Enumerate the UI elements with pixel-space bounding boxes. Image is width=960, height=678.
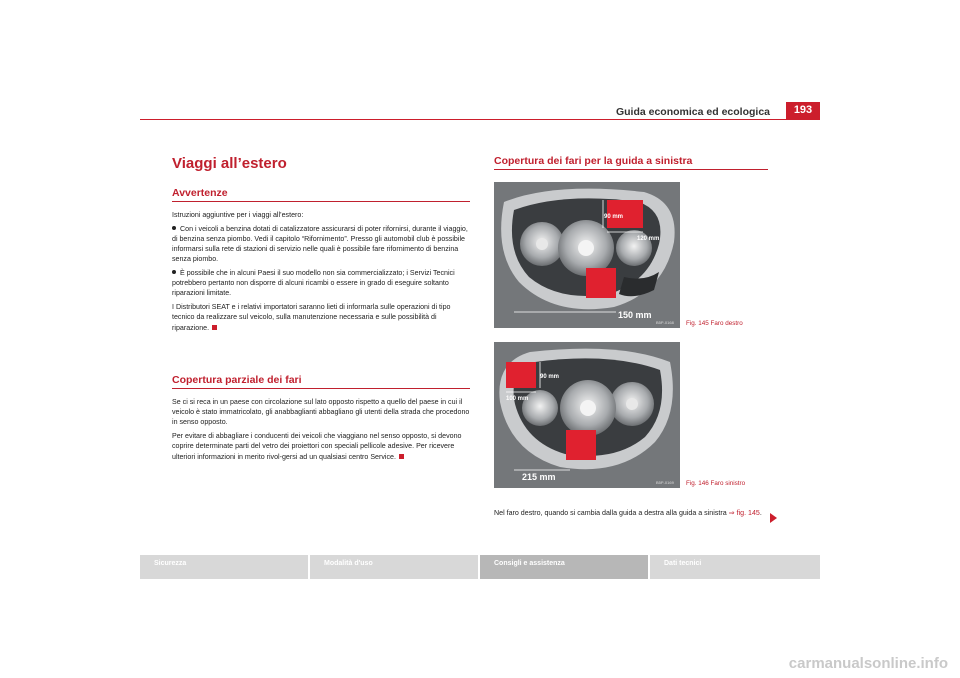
figure-code: B5P-0168 (656, 320, 674, 325)
section-rule (172, 388, 470, 389)
watermark: carmanualsonline.info (788, 655, 948, 672)
section-copertura-body (172, 397, 472, 465)
paragraph: I Distributori SEAT e i relativi importatori saranno lieti di informarla sulle operazioni di tipo tecnico da realizzare sul veicolo, sulla manutenzione necessaria e sulle possibilità di riparazione. (172, 303, 451, 332)
figure-left-headlight (494, 342, 680, 488)
end-of-section-icon (399, 454, 404, 459)
intro-text: Istruzioni aggiuntive per i viaggi all’estero: (172, 211, 304, 219)
section-heading-guida-sinistra: Copertura dei fari per la guida a sinistra (494, 155, 693, 167)
mask-patch (586, 268, 616, 298)
header-rule (140, 119, 820, 120)
figure-right-headlight (494, 182, 680, 328)
dimension-label: 100 mm (506, 396, 529, 402)
paragraph: Se ci si reca in un paese con circolazione sul lato opposto rispetto a quello del paese in cui il veicolo è stato immatricolato, gli anabbaglianti abbagliano gli utenti della strada che procedono in senso opposto. (172, 398, 470, 427)
bullet-icon (172, 226, 176, 230)
end-of-section-icon (212, 325, 217, 330)
dimension-label: 120 mm (637, 236, 660, 242)
figure-reference-link[interactable]: ⇒ fig. 145 (728, 509, 760, 517)
figure-code: B5P-0169 (656, 480, 674, 485)
running-header-title: Guida economica ed ecologica (615, 106, 770, 118)
dimension-label: 215 mm (522, 472, 556, 482)
figure-caption: Fig. 145 Faro destro (686, 320, 743, 327)
page-title: Viaggi all’estero (172, 155, 287, 172)
paragraph: Per evitare di abbagliare i conducenti dei veicoli che viaggiano nel senso opposto, si devono coprire determinate parti del vetro dei proiettori con speciali pellicole adesive. Per ricevere ulteriori informazioni in merito rivol-gersi ad un qualsiasi centro Service. (172, 432, 462, 461)
page-number: 193 (786, 102, 820, 119)
figure-caption: Fig. 146 Faro sinistro (686, 480, 746, 487)
right-body-text: Nel faro destro, quando si cambia dalla guida a destra alla guida a sinistra ⇒ fig. 145. (494, 509, 762, 517)
footer-tab-modalita[interactable]: Modalità d'uso (310, 555, 478, 579)
bullet-item: È possibile che in alcuni Paesi il suo modello non sia commercializzato; i Servizi Tecnici potrebbero pertanto non disporre di alcuni ricambi o essere in grado di eseguire soltanto riparazioni limitate. (172, 269, 455, 298)
section-heading-copertura: Copertura parziale dei fari (172, 374, 302, 386)
dimension-label: 90 mm (604, 214, 624, 220)
bullet-icon (172, 270, 176, 274)
section-heading-avvertenze: Avvertenze (172, 187, 228, 199)
footer-tab-consigli[interactable]: Consigli e assistenza (480, 555, 648, 579)
section-avvertenze-body (172, 210, 472, 336)
footer-tab-dati-tecnici[interactable]: Dati tecnici (650, 555, 820, 579)
next-page-arrow-icon[interactable] (770, 513, 777, 523)
dimension-label: 150 mm (618, 310, 652, 320)
dimension-label: 90 mm (540, 374, 560, 380)
section-rule (494, 169, 768, 170)
footer-tab-sicurezza[interactable]: Sicurezza (140, 555, 308, 579)
section-rule (172, 201, 470, 202)
bullet-item: Con i veicoli a benzina dotati di catalizzatore assicurarsi di poter rifornirsi, durante il viaggio, di benzina senza piombo. Vedi il capitolo “Rifornimento”. Presso gli automobil club è possibile informarsi sulla rete di stazioni di servizio nelle quali è possibile fare rifornimento di benzina senza piombo. (172, 224, 468, 264)
